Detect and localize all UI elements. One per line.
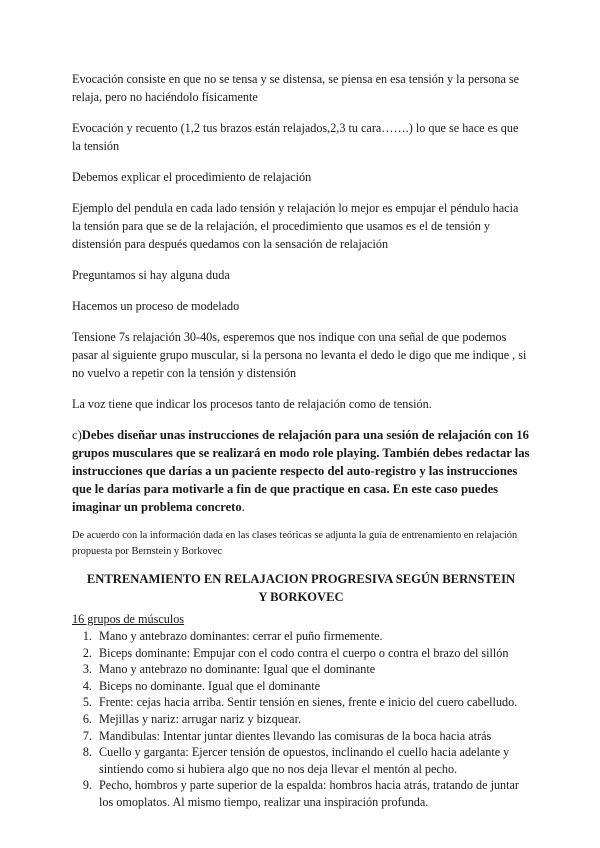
list-item: 8. Cuello y garganta: Ejercer tensión de opuestos, inclinando el cuello hacia adelante y sintiendo como si hubiera algo que no nos deja llevar el mentón al pecho. bbox=[95, 744, 530, 777]
paragraph-explicar-procedimiento: Debemos explicar el procedimiento de relajación bbox=[72, 170, 312, 184]
paragraph-evocacion-recuento: Evocación y recuento (1,2 tus brazos están relajados,2,3 tu cara…….) lo que se hace es que la tensión bbox=[72, 121, 519, 153]
list-item: 7. Mandibulas: Intentar juntar dientes llevando las comisuras de la boca hacia atrás bbox=[95, 728, 530, 745]
task-prefix: c) bbox=[72, 428, 82, 442]
paragraph-voz: La voz tiene que indicar los procesos tanto de relajación como de tensión. bbox=[72, 397, 432, 411]
paragraph-modelado: Hacemos un proceso de modelado bbox=[72, 299, 240, 313]
paragraph-ejemplo-pendulo: Ejemplo del pendula en cada lado tensión y relajación lo mejor es empujar el péndulo hacia la tensión para que se de la relajación, el procedimiento que usamos es el de tensión y distensión para después quedamos con la sensación de relajación bbox=[72, 201, 519, 251]
section-title: ENTRENAMIENTO EN RELAJACION PROGRESIVA SEGÚN BERNSTEIN Y BORKOVEC bbox=[86, 572, 516, 604]
paragraph-evocacion: Evocación consiste en que no se tensa y se distensa, se piensa en esa tensión y la persona se relaja, pero no haciéndolo físicamente bbox=[72, 72, 520, 104]
task-bold-text: Debes diseñar unas instrucciones de relajación para una sesión de relajación con 16 grupos musculares que se realizará en modo role playing. También debes redactar las instrucciones que darías a un paciente respecto del auto-registro y las instrucciones que le darías para motivarle a fin de que practique en casa. En este caso puedes imaginar un problema concreto bbox=[72, 428, 530, 514]
intro-note: De acuerdo con la información dada en las clases teóricas se adjunta la guía de entrenamiento en relajación propuesta por Bernstein y Borkovec bbox=[72, 530, 518, 557]
list-item: 9. Pecho, hombros y parte superior de la espalda: hombros hacia atrás, tratando de juntar los omoplatos. Al mismo tiempo, realizar una inspiración profunda. bbox=[95, 777, 530, 810]
task-suffix: . bbox=[241, 500, 245, 514]
paragraph-tensione: Tensione 7s relajación 30-40s, esperemos que nos indique con una señal de que podemos pasar al siguiente grupo muscular, si la persona no levanta el dedo le digo que me indique , si no vuelvo a repetir con la tensión y distensión bbox=[72, 330, 527, 380]
paragraph-preguntamos: Preguntamos si hay alguna duda bbox=[72, 268, 230, 282]
list-item: 3. Mano y antebrazo no dominante: Igual que el dominante bbox=[95, 661, 530, 678]
list-item: 1. Mano y antebrazo dominantes: cerrar el puño firmemente. bbox=[95, 628, 530, 645]
list-item: 6. Mejillas y nariz: arrugar nariz y bizquear. bbox=[95, 711, 530, 728]
list-item: 4. Biceps no dominante. Igual que el dominante bbox=[95, 678, 530, 695]
task-statement bbox=[72, 426, 530, 516]
section-subtitle: 16 grupos de músculos bbox=[72, 612, 185, 626]
document-page bbox=[72, 70, 530, 811]
list-item: 2. Biceps dominante: Empujar con el codo contra el cuerpo o contra el brazo del sillón bbox=[95, 645, 530, 662]
list-item: 5. Frente: cejas hacia arriba. Sentir tensión en sienes, frente e inicio del cuero cabelludo. bbox=[95, 694, 530, 711]
muscle-group-list bbox=[72, 628, 530, 811]
